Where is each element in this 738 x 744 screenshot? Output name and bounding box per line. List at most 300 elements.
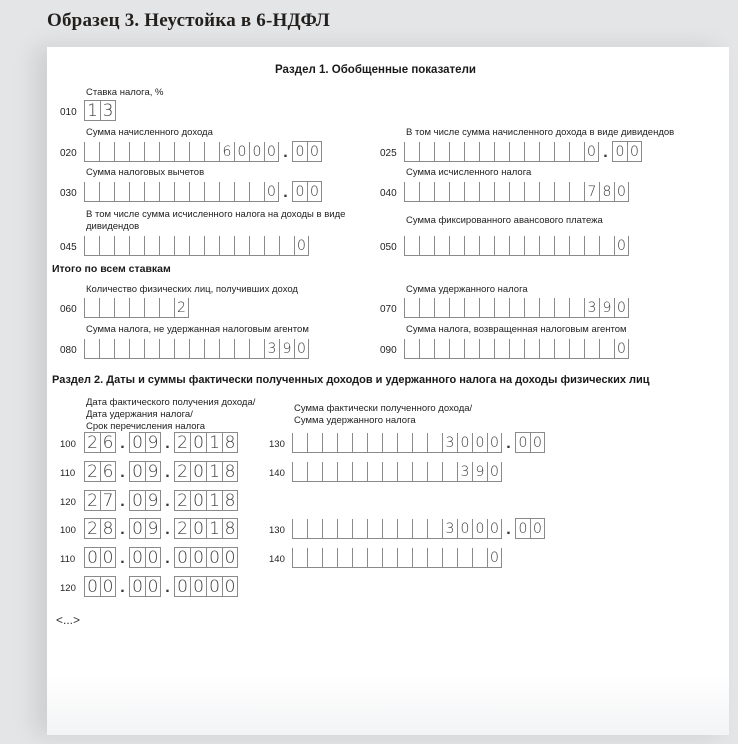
digit-cell[interactable] [382,433,397,452]
digit-cell[interactable] [419,182,434,201]
digit-cell[interactable] [307,433,322,452]
code-140: 140 [269,554,285,565]
digit-cell[interactable]: 9 [599,298,614,317]
digit-cell[interactable]: 0 [307,142,322,161]
field-060[interactable] [84,299,189,318]
digit-cell[interactable] [479,339,494,358]
digit-cell[interactable]: 0 [174,548,190,567]
digit-cell[interactable] [84,182,99,201]
field-020[interactable] [84,143,322,162]
digit-cell[interactable]: 0 [206,548,222,567]
digit-cell[interactable] [279,236,294,255]
digit-cell[interactable] [539,236,554,255]
digit-cell[interactable]: 0 [472,519,487,538]
digit-cell[interactable] [404,236,419,255]
digit-cell[interactable]: 0 [190,433,206,452]
digit-cell[interactable] [352,519,367,538]
digit-cell[interactable]: 0 [174,577,190,596]
digit-cell[interactable]: 3 [442,433,457,452]
digit-cell[interactable] [539,182,554,201]
digit-cell[interactable] [129,298,144,317]
digit-cell[interactable]: 0 [487,462,502,481]
digit-cell[interactable]: 8 [100,519,116,538]
digit-cell[interactable]: 8 [222,433,238,452]
digit-cell[interactable]: 8 [222,491,238,510]
digit-cell[interactable] [249,236,264,255]
digit-cell[interactable]: 0 [190,519,206,538]
digit-cell[interactable] [427,462,442,481]
digit-cell[interactable]: 2 [174,433,190,452]
digit-cell[interactable] [449,142,464,161]
digit-cell[interactable] [569,298,584,317]
digit-cell[interactable]: 9 [279,339,294,358]
digit-cell[interactable] [479,298,494,317]
decimal-separator: . [120,435,125,452]
code-130: 130 [269,525,285,536]
digit-cell[interactable] [159,236,174,255]
digit-cell[interactable]: 0 [190,491,206,510]
digit-cell[interactable] [457,548,472,567]
digit-cell[interactable]: 8 [599,182,614,201]
digit-cell[interactable] [189,236,204,255]
digit-cell[interactable] [219,339,234,358]
digit-cell[interactable]: 0 [100,577,116,596]
digit-cell[interactable] [84,236,99,255]
digit-cell[interactable] [584,236,599,255]
digit-cell[interactable] [159,339,174,358]
digit-cell[interactable] [367,462,382,481]
digit-cell[interactable] [234,339,249,358]
amount-field-140[interactable] [292,549,502,568]
digit-cell[interactable] [352,462,367,481]
digit-cell[interactable] [367,433,382,452]
digit-cell[interactable] [292,548,307,567]
digit-cell[interactable]: 2 [84,462,100,481]
digit-cell[interactable] [479,236,494,255]
date-field-120[interactable] [84,578,238,597]
digit-cell[interactable] [404,182,419,201]
digit-cell[interactable] [509,236,524,255]
digit-cell[interactable] [114,182,129,201]
field-070[interactable] [404,299,629,318]
digit-cell[interactable]: 1 [84,101,100,120]
digit-cell[interactable] [322,519,337,538]
code-120: 120 [60,583,76,594]
digit-cell[interactable] [524,142,539,161]
digit-cell[interactable]: 9 [145,519,161,538]
digit-cell[interactable] [397,433,412,452]
field-080[interactable] [84,340,309,359]
digit-cell[interactable] [397,462,412,481]
digit-cell[interactable]: 0 [614,182,629,201]
digit-cell[interactable]: 2 [174,519,190,538]
digit-cell[interactable]: 9 [145,491,161,510]
digit-cell[interactable] [464,339,479,358]
field-045[interactable] [84,237,309,256]
digit-cell[interactable] [144,236,159,255]
month-cells [129,518,161,539]
amount-field-140[interactable] [292,463,502,482]
digit-cell[interactable]: 2 [174,491,190,510]
digit-cell[interactable] [397,548,412,567]
digit-cell[interactable] [352,548,367,567]
digit-cell[interactable] [292,519,307,538]
digit-cell[interactable] [99,236,114,255]
digit-cell[interactable] [479,182,494,201]
digit-cell[interactable] [114,339,129,358]
digit-cell[interactable] [404,298,419,317]
digit-cell[interactable]: 0 [487,519,502,538]
digit-cell[interactable] [434,142,449,161]
digit-cell[interactable]: 2 [84,491,100,510]
digit-cell[interactable] [204,142,219,161]
digit-cell[interactable]: 2 [84,519,100,538]
digit-cell[interactable] [539,339,554,358]
digit-cell[interactable] [412,548,427,567]
digit-cell[interactable] [464,298,479,317]
digit-cell[interactable]: 0 [457,433,472,452]
digit-cell[interactable] [249,339,264,358]
digit-cell[interactable] [292,433,307,452]
digit-cell[interactable]: 6 [100,462,116,481]
digit-cell[interactable] [442,462,457,481]
digit-cell[interactable]: 0 [614,236,629,255]
digit-cell[interactable]: 0 [100,548,116,567]
digit-cell[interactable]: 8 [222,462,238,481]
digit-cell[interactable]: 1 [206,433,222,452]
digit-cell[interactable]: 0 [487,548,502,567]
decimal-separator: . [506,435,511,452]
digit-cell[interactable] [84,298,99,317]
digit-cell[interactable] [449,339,464,358]
decimal-separator: . [165,550,170,567]
digit-cell[interactable] [412,519,427,538]
digit-cell[interactable] [292,462,307,481]
digit-cell[interactable] [264,236,279,255]
digit-cell[interactable]: 0 [129,462,145,481]
digit-cell[interactable] [382,462,397,481]
amount-field-130[interactable] [292,520,545,539]
year-cells [174,576,238,597]
digit-cell[interactable] [84,142,99,161]
digit-cell[interactable]: 0 [190,462,206,481]
digit-cell[interactable] [382,548,397,567]
digit-cell[interactable] [509,298,524,317]
digit-cell[interactable] [524,182,539,201]
digit-cell[interactable]: 3 [457,462,472,481]
digit-cell[interactable] [554,142,569,161]
field-090[interactable] [404,340,629,359]
label-050: Сумма фиксированного авансового платежа [406,215,603,226]
date-field-100[interactable] [84,520,238,539]
digit-cell[interactable] [84,339,99,358]
digit-cell[interactable]: 9 [145,462,161,481]
digit-cell[interactable] [434,298,449,317]
digit-cell[interactable]: 0 [84,577,100,596]
digit-cell[interactable] [419,339,434,358]
digit-cell[interactable]: 0 [292,142,307,161]
digit-cell[interactable]: 0 [222,577,238,596]
digit-cell[interactable] [419,236,434,255]
decimal-separator: . [165,493,170,510]
code-025: 025 [380,148,397,159]
digit-cell[interactable]: 1 [206,462,222,481]
digit-cell[interactable] [554,298,569,317]
digit-cell[interactable]: 0 [292,182,307,201]
digit-cell[interactable] [524,298,539,317]
digit-cell[interactable] [382,519,397,538]
digit-cell[interactable]: 0 [129,548,145,567]
digit-cell[interactable]: 0 [614,298,629,317]
day-cells [84,547,116,568]
digit-cell[interactable]: 0 [530,519,545,538]
digit-cell[interactable] [367,548,382,567]
digit-cell[interactable]: 0 [206,577,222,596]
digit-cell[interactable] [412,433,427,452]
digit-cell[interactable] [569,236,584,255]
code-080: 080 [60,345,77,356]
digit-cell[interactable] [219,236,234,255]
digit-cell[interactable] [472,548,487,567]
digit-cell[interactable]: 1 [206,519,222,538]
digit-cell[interactable] [427,433,442,452]
digit-cell[interactable] [419,142,434,161]
digit-cell[interactable]: 0 [145,577,161,596]
digit-cell[interactable] [434,339,449,358]
digit-cell[interactable] [509,339,524,358]
digit-cell[interactable]: 0 [264,142,279,161]
digit-cell[interactable] [322,548,337,567]
digit-cell[interactable]: 0 [190,577,206,596]
digit-cell[interactable] [337,548,352,567]
digit-cell[interactable] [174,142,189,161]
digit-cell[interactable]: 0 [472,433,487,452]
digit-cell[interactable]: 2 [174,298,189,317]
digit-cell[interactable] [494,142,509,161]
digit-cell[interactable] [352,433,367,452]
digit-cell[interactable]: 0 [234,142,249,161]
digit-cell[interactable] [524,339,539,358]
digit-cell[interactable]: 7 [100,491,116,510]
digit-cell[interactable]: 7 [584,182,599,201]
digit-cell[interactable] [99,182,114,201]
digit-cell[interactable] [397,519,412,538]
field-025[interactable] [404,143,642,162]
digit-cell[interactable]: 0 [129,433,145,452]
digit-cell[interactable]: 3 [100,101,116,120]
digit-cell[interactable] [449,298,464,317]
digit-cell[interactable] [99,339,114,358]
digit-cell[interactable]: 2 [174,462,190,481]
digit-cell[interactable] [569,142,584,161]
digit-cell[interactable] [584,339,599,358]
digit-cell[interactable]: 0 [145,548,161,567]
digit-cell[interactable]: 0 [222,548,238,567]
digit-cell[interactable] [249,182,264,201]
digit-cell[interactable] [442,548,457,567]
digit-cell[interactable] [99,298,114,317]
digit-cell[interactable] [234,236,249,255]
digit-cell[interactable] [599,339,614,358]
digit-cell[interactable]: 3 [442,519,457,538]
digit-cell[interactable]: 2 [84,433,100,452]
integer-cells [84,182,279,202]
digit-cell[interactable] [174,236,189,255]
digit-cell[interactable] [554,182,569,201]
digit-cell[interactable] [159,298,174,317]
dates-header-line1: Дата фактического получения дохода/ [86,397,256,408]
digit-cell[interactable] [509,182,524,201]
digit-cell[interactable] [464,142,479,161]
digit-cell[interactable] [307,548,322,567]
digit-cell[interactable] [159,142,174,161]
digit-cell[interactable]: 0 [612,142,627,161]
digit-cell[interactable]: 0 [584,142,599,161]
digit-cell[interactable] [494,298,509,317]
digit-cell[interactable]: 6 [219,142,234,161]
digit-cell[interactable]: 9 [472,462,487,481]
digit-cell[interactable] [367,519,382,538]
digit-cell[interactable] [554,339,569,358]
amounts-header-line1: Сумма фактически полученного дохода/ [294,403,473,414]
digit-cell[interactable] [219,182,234,201]
digit-cell[interactable] [307,519,322,538]
field-010[interactable] [84,102,116,121]
digit-cell[interactable] [524,236,539,255]
digit-cell[interactable] [99,142,114,161]
document-title: Образец 3. Неустойка в 6-НДФЛ [47,10,330,31]
digit-cell[interactable] [404,142,419,161]
digit-cell[interactable] [419,298,434,317]
digit-cell[interactable] [144,182,159,201]
amount-field-130[interactable] [292,434,545,453]
digit-cell[interactable]: 0 [515,519,530,538]
digit-cell[interactable] [204,236,219,255]
digit-cell[interactable] [412,462,427,481]
month-cells [129,576,161,597]
digit-cell[interactable] [449,236,464,255]
digit-cell[interactable] [204,339,219,358]
digit-cell[interactable] [114,142,129,161]
digit-cell[interactable] [599,236,614,255]
digit-cell[interactable] [337,462,352,481]
dates-header-line2: Дата удержания налога/ [86,409,193,420]
date-field-100[interactable] [84,434,238,453]
digit-cell[interactable] [337,433,352,452]
digit-cell[interactable]: 0 [129,519,145,538]
digit-cell[interactable]: 8 [222,519,238,538]
digit-cell[interactable] [189,182,204,201]
day-cells [84,432,116,453]
digit-cell[interactable]: 9 [145,433,161,452]
digit-cell[interactable]: 0 [515,433,530,452]
digit-cell[interactable]: 0 [487,433,502,452]
digit-cell[interactable] [569,339,584,358]
digit-cell[interactable]: 0 [294,339,309,358]
digit-cell[interactable] [114,298,129,317]
digit-cell[interactable] [189,142,204,161]
digit-cell[interactable] [174,339,189,358]
year-cells [174,432,238,453]
digit-cell[interactable]: 1 [206,491,222,510]
digit-cell[interactable] [307,462,322,481]
digit-cells [404,298,629,318]
digit-cells [404,339,629,359]
digit-cell[interactable] [494,236,509,255]
digit-cell[interactable] [404,339,419,358]
digit-cell[interactable] [129,236,144,255]
digit-cell[interactable] [494,182,509,201]
field-050[interactable] [404,237,629,256]
digit-cell[interactable] [189,339,204,358]
digit-cell[interactable] [479,142,494,161]
digit-cell[interactable] [234,182,249,201]
digit-cell[interactable]: 0 [294,236,309,255]
digit-cell[interactable] [554,236,569,255]
digit-cell[interactable] [322,462,337,481]
digit-cell[interactable] [337,519,352,538]
label-045-line1: В том числе сумма исчисленного налога на доходы в виде [86,209,346,220]
digit-cell[interactable]: 0 [614,339,629,358]
digit-cell[interactable] [144,298,159,317]
digit-cell[interactable] [434,182,449,201]
digit-cell[interactable] [464,182,479,201]
day-cells [84,461,116,482]
decimal-separator: . [603,144,608,161]
digit-cell[interactable]: 0 [530,433,545,452]
digit-cell[interactable]: 6 [100,433,116,452]
digit-cell[interactable] [322,433,337,452]
digit-cell[interactable] [509,142,524,161]
digit-cell[interactable] [114,236,129,255]
digit-cell[interactable]: 3 [584,298,599,317]
digit-cell[interactable] [494,339,509,358]
digit-cell[interactable]: 3 [264,339,279,358]
digit-cell[interactable]: 0 [307,182,322,201]
digit-cell[interactable]: 0 [190,548,206,567]
date-field-110[interactable] [84,463,238,482]
digit-cell[interactable]: 0 [129,491,145,510]
digit-cell[interactable] [427,519,442,538]
digit-cell[interactable]: 0 [84,548,100,567]
digit-cell[interactable]: 0 [264,182,279,201]
digit-cell[interactable] [129,339,144,358]
date-field-120[interactable] [84,492,238,511]
digit-cell[interactable]: 0 [249,142,264,161]
digit-cell[interactable] [159,182,174,201]
digit-cell[interactable] [449,182,464,201]
digit-cell[interactable]: 0 [129,577,145,596]
digit-cell[interactable]: 0 [627,142,642,161]
field-040[interactable] [404,183,629,202]
digit-cell[interactable] [129,142,144,161]
digit-cell[interactable] [427,548,442,567]
digit-cell[interactable] [144,142,159,161]
digit-cell[interactable]: 0 [457,519,472,538]
digit-cell[interactable] [204,182,219,201]
digit-cell[interactable] [144,339,159,358]
digit-cell[interactable] [174,182,189,201]
totals-title: Итого по всем ставкам [52,263,171,275]
digit-cell[interactable] [129,182,144,201]
digit-cell[interactable] [434,236,449,255]
field-030[interactable] [84,183,322,202]
digit-cell[interactable] [569,182,584,201]
digit-cell[interactable] [539,298,554,317]
digit-cell[interactable] [539,142,554,161]
date-field-110[interactable] [84,549,238,568]
digit-cell[interactable] [464,236,479,255]
